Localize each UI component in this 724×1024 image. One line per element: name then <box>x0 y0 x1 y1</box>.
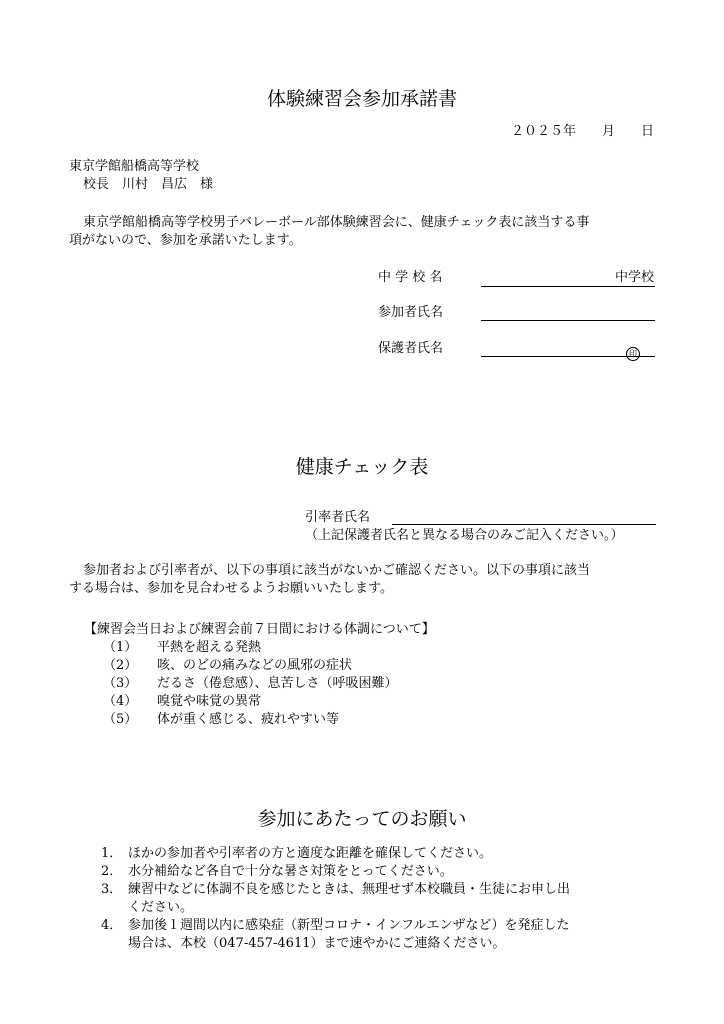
health-item-number: （5） <box>103 712 138 727</box>
addressee-person: 校長 川村 昌広 様 <box>83 177 214 192</box>
request-item <box>101 863 570 881</box>
health-item-text: 嗅覚や味覚の異常 <box>157 694 262 709</box>
request-item-number: 4． <box>101 918 123 933</box>
request-item-list <box>101 845 570 953</box>
request-item-text: 参加後１週間以内に感染症（新型コロナ・インフルエンザなど）を発症した <box>128 918 570 933</box>
health-item-text: 体が重く感じる、疲れやすい等 <box>157 712 340 727</box>
request-item <box>101 881 570 899</box>
school-name-label: 中 学 校 名 <box>378 270 443 285</box>
health-item <box>103 711 398 729</box>
health-item-number: （1） <box>103 640 138 655</box>
leader-name-label: 引率者氏名 <box>305 510 371 525</box>
request-item <box>101 845 570 863</box>
health-item <box>103 693 398 711</box>
request-item-continuation <box>101 935 570 953</box>
health-item <box>103 639 398 657</box>
health-item-list <box>103 639 398 729</box>
health-item-text: だるさ（倦怠感）、息苦しさ（呼吸困難） <box>157 676 398 691</box>
health-title: 健康チェック表 <box>295 456 429 478</box>
consent-date: ２０２５年 月 日 <box>510 124 654 139</box>
health-intro-line1: 参加者および引率者が、以下の事項に該当がないかご確認ください。以下の事項に該当 <box>83 563 591 578</box>
health-intro-line2: する場合は、参加を見合わせるようお願いいたします。 <box>69 581 393 596</box>
health-item-text: 咳、のどの痛みなどの風邪の症状 <box>157 658 353 673</box>
health-section-heading: 【練習会当日および練習会前７日間における体調について】 <box>84 622 435 637</box>
health-item-number: （4） <box>103 694 138 709</box>
consent-body-line2: 項がないので、参加を承諾いたします。 <box>69 233 302 248</box>
request-item-continuation <box>101 899 570 917</box>
request-item-text: 場合は、本校（047-457-4611）まで速やかにご連絡ください。 <box>128 936 506 951</box>
leader-name-note: （上記保護者氏名と異なる場合のみご記入ください。） <box>305 528 624 543</box>
seal-mark: 印 <box>626 341 640 361</box>
request-item-text: ください。 <box>128 900 194 915</box>
consent-title: 体験練習会参加承諾書 <box>266 88 457 110</box>
request-item-text: ほかの参加者や引率者の方と適度な距離を確保してください。 <box>128 846 493 861</box>
consent-body-line1: 東京学館船橋高等学校男子バレーボール部体験練習会に、健康チェック表に該当する事 <box>83 215 590 230</box>
participant-name-label: 参加者氏名 <box>378 305 444 320</box>
health-item <box>103 675 398 693</box>
leader-name-field[interactable] <box>392 524 656 525</box>
request-item-text: 練習中などに体調不良を感じたときは、無理せず本校職員・生徒にお申し出 <box>128 882 571 897</box>
health-item-number: （2） <box>103 658 138 673</box>
request-item-text: 水分補給など各自で十分な暑さ対策をとってください。 <box>128 864 453 879</box>
guardian-name-label: 保護者氏名 <box>378 341 444 356</box>
health-item-number: （3） <box>103 676 138 691</box>
addressee-school: 東京学館船橋高等学校 <box>69 159 200 174</box>
request-item <box>101 917 570 935</box>
request-item-number: 2． <box>101 864 123 879</box>
request-item-number: 3． <box>101 882 123 897</box>
request-item-number: 1． <box>101 846 123 861</box>
health-item-text: 平熱を超える発熱 <box>157 640 262 655</box>
health-item <box>103 657 398 675</box>
requests-title: 参加にあたってのお願い <box>257 808 467 830</box>
participant-name-field[interactable] <box>481 320 655 321</box>
school-name-suffix: 中学校 <box>614 270 654 285</box>
